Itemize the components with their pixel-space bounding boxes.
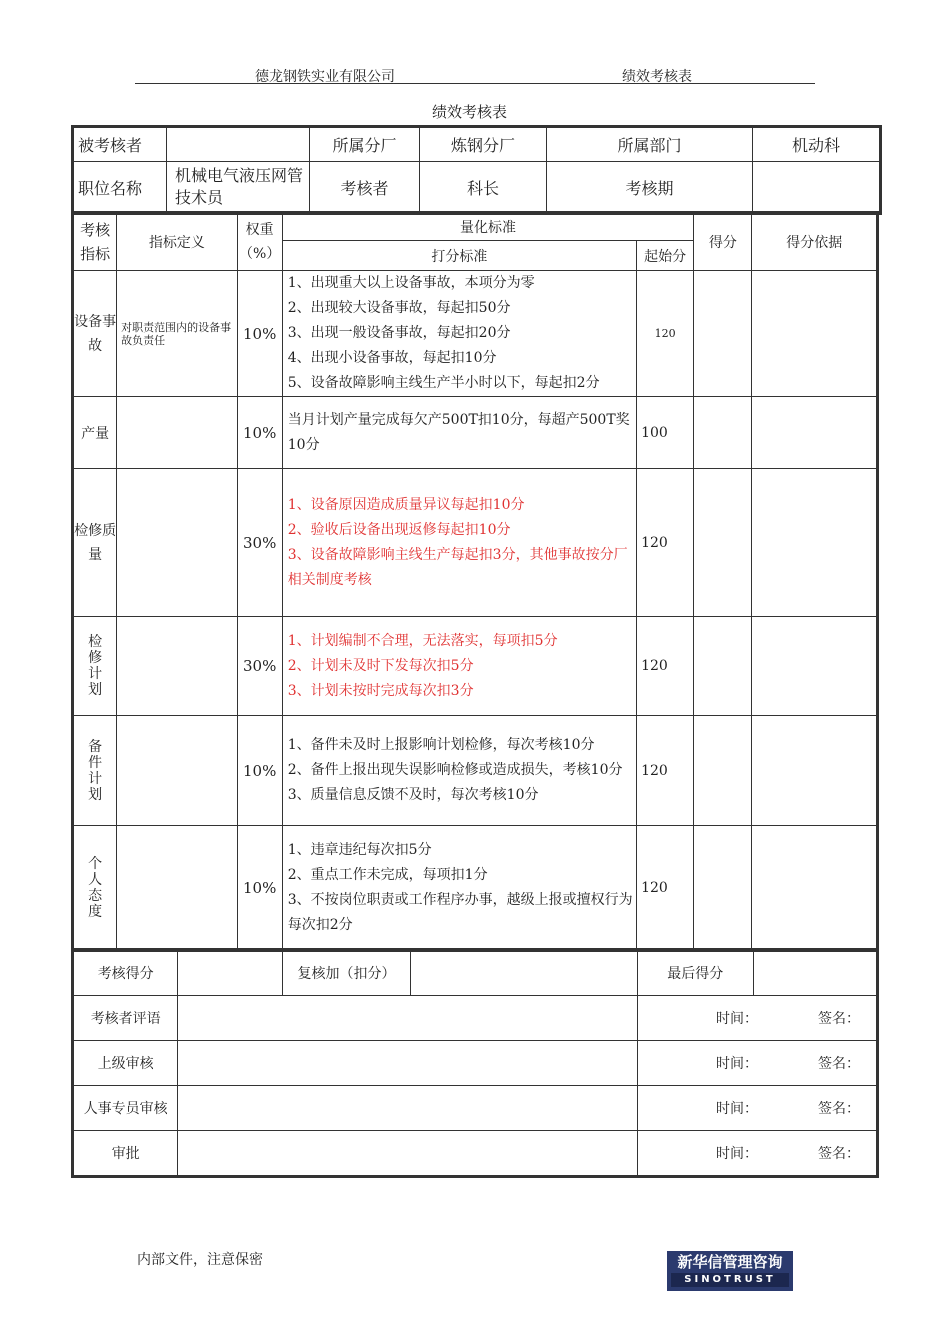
logo-en-text: SINOTRUST bbox=[671, 1273, 789, 1287]
col-quant-header: 量化标准 bbox=[282, 213, 694, 241]
indicator-weight: 10% bbox=[237, 271, 282, 397]
scoring-line: 3、不按岗位职责或工作程序办事，越级上报或擅权行为每次扣2分 bbox=[287, 891, 633, 933]
initial-score: 120 bbox=[637, 469, 694, 617]
time-label: 时间： bbox=[716, 1101, 758, 1117]
scoring-line: 1、计划编制不合理，无法落实，每项扣5分 bbox=[287, 632, 558, 649]
review-adjust-label: 复核加（扣分） bbox=[282, 950, 410, 996]
col-weight-header: 权重（%） bbox=[237, 213, 282, 271]
indicator-name: 个人态度 bbox=[88, 855, 103, 920]
assessment-grid bbox=[71, 211, 879, 952]
table-row bbox=[73, 716, 878, 826]
basis-cell[interactable] bbox=[752, 617, 878, 716]
basis-cell[interactable] bbox=[752, 826, 878, 951]
assessor-value: 科长 bbox=[420, 162, 547, 214]
indicator-weight: 10% bbox=[237, 716, 282, 826]
position-label: 职位名称 bbox=[73, 162, 167, 214]
page-title: 绩效考核表 bbox=[432, 103, 508, 121]
header-doc-type: 绩效考核表 bbox=[622, 69, 692, 85]
time-label: 时间： bbox=[716, 1011, 758, 1027]
score-cell[interactable] bbox=[694, 826, 752, 951]
dept-value: 机动科 bbox=[753, 127, 881, 162]
indicator-definition: 对职责范围内的设备事故负责任 bbox=[117, 271, 237, 397]
hr-review-field[interactable] bbox=[178, 1086, 638, 1131]
score-cell[interactable] bbox=[694, 716, 752, 826]
dept-label: 所属部门 bbox=[547, 127, 753, 162]
score-cell[interactable] bbox=[694, 469, 752, 617]
final-score-label: 最后得分 bbox=[638, 950, 753, 996]
scoring-line: 2、计划未及时下发每次扣5分 bbox=[287, 657, 474, 674]
indicator-name: 产量 bbox=[73, 397, 117, 469]
plant-label: 所属分厂 bbox=[310, 127, 420, 162]
assessee-label: 被考核者 bbox=[73, 127, 167, 162]
col-definition-header: 指标定义 bbox=[117, 213, 237, 271]
scoring-line: 1、出现重大以上设备事故，本项分为零 bbox=[287, 275, 535, 291]
basis-cell[interactable] bbox=[752, 716, 878, 826]
assessor-comment-label: 考核者评语 bbox=[73, 996, 178, 1041]
scoring-line: 3、计划未按时完成每次扣3分 bbox=[287, 682, 474, 699]
time-label: 时间： bbox=[716, 1146, 758, 1162]
col-basis-header: 得分依据 bbox=[752, 213, 878, 271]
score-cell[interactable] bbox=[694, 271, 752, 397]
scoring-line: 3、设备故障影响主线生产每起扣3分，其他事故按分厂相关制度考核 bbox=[287, 546, 628, 588]
indicator-name: 检修质量 bbox=[73, 469, 117, 617]
summary-table bbox=[71, 948, 879, 1178]
initial-score: 100 bbox=[637, 397, 694, 469]
indicator-definition bbox=[117, 826, 237, 951]
assessor-comment-field[interactable] bbox=[178, 996, 638, 1041]
indicator-definition bbox=[117, 397, 237, 469]
table-row bbox=[73, 617, 878, 716]
basis-cell[interactable] bbox=[752, 271, 878, 397]
scoring-line: 5、设备故障影响主线生产半小时以下，每起扣2分 bbox=[287, 375, 600, 391]
col-score-header: 得分 bbox=[694, 213, 752, 271]
indicator-weight: 30% bbox=[237, 469, 282, 617]
col-scoring-header: 打分标准 bbox=[282, 241, 636, 271]
sign-label: 签名： bbox=[818, 1101, 860, 1117]
assessor-label: 考核者 bbox=[310, 162, 420, 214]
scoring-line: 4、出现小设备事故，每起扣10分 bbox=[287, 350, 497, 366]
col-indicator-header: 考核指标 bbox=[73, 213, 117, 271]
period-label: 考核期 bbox=[547, 162, 753, 214]
scoring-line: 2、验收后设备出现返修每起扣10分 bbox=[287, 521, 511, 538]
sign-label: 签名： bbox=[818, 1146, 860, 1162]
indicator-definition bbox=[117, 617, 237, 716]
sign-label: 签名： bbox=[818, 1011, 860, 1027]
basis-cell[interactable] bbox=[752, 397, 878, 469]
indicator-weight: 30% bbox=[237, 617, 282, 716]
col-initial-header: 起始分 bbox=[637, 241, 694, 271]
total-score-label: 考核得分 bbox=[73, 950, 178, 996]
scoring-line: 当月计划产量完成每欠产500T扣10分，每超产500T奖10分 bbox=[287, 411, 630, 453]
table-row bbox=[73, 469, 878, 617]
header-divider bbox=[135, 83, 815, 84]
basis-cell[interactable] bbox=[752, 469, 878, 617]
position-value: 机械电气液压网管技术员 bbox=[167, 162, 310, 214]
hr-review-label: 人事专员审核 bbox=[73, 1086, 178, 1131]
scoring-line: 1、备件未及时上报影响计划检修，每次考核10分 bbox=[287, 737, 595, 753]
indicator-name: 备件计划 bbox=[88, 738, 103, 803]
scoring-line: 1、设备原因造成质量异议每起扣10分 bbox=[287, 496, 525, 513]
indicator-weight: 10% bbox=[237, 826, 282, 951]
indicator-definition bbox=[117, 469, 237, 617]
final-score-field[interactable] bbox=[753, 950, 878, 996]
total-score-field[interactable] bbox=[178, 950, 282, 996]
period-field[interactable] bbox=[753, 162, 881, 214]
table-row bbox=[73, 826, 878, 951]
indicator-definition bbox=[117, 716, 237, 826]
sinotrust-logo bbox=[667, 1251, 793, 1291]
approval-label: 审批 bbox=[73, 1131, 178, 1177]
sign-label: 签名： bbox=[818, 1056, 860, 1072]
confidential-note: 内部文件，注意保密 bbox=[137, 1252, 263, 1268]
indicator-name: 设备事故 bbox=[73, 271, 117, 397]
initial-score: 120 bbox=[637, 271, 694, 397]
scoring-line: 2、出现较大设备事故，每起扣50分 bbox=[287, 300, 511, 316]
scoring-line: 2、重点工作未完成，每项扣1分 bbox=[287, 866, 488, 883]
approval-field[interactable] bbox=[178, 1131, 638, 1177]
table-row bbox=[73, 271, 878, 397]
score-cell[interactable] bbox=[694, 397, 752, 469]
superior-review-field[interactable] bbox=[178, 1041, 638, 1086]
logo-cn-text: 新华信管理咨询 bbox=[677, 1253, 783, 1271]
info-table bbox=[71, 125, 882, 215]
indicator-weight: 10% bbox=[237, 397, 282, 469]
company-name: 德龙钢铁实业有限公司 bbox=[255, 69, 395, 85]
scoring-line: 3、质量信息反馈不及时，每次考核10分 bbox=[287, 787, 539, 803]
time-label: 时间： bbox=[716, 1056, 758, 1072]
initial-score: 120 bbox=[637, 617, 694, 716]
indicator-name: 检修计划 bbox=[88, 634, 103, 698]
scoring-line: 1、违章违纪每次扣5分 bbox=[287, 841, 432, 858]
score-cell[interactable] bbox=[694, 617, 752, 716]
scoring-line: 2、备件上报出现失误影响检修或造成损失，考核10分 bbox=[287, 762, 623, 778]
plant-value: 炼钢分厂 bbox=[420, 127, 547, 162]
table-row bbox=[73, 397, 878, 469]
review-adjust-field[interactable] bbox=[411, 950, 638, 996]
assessee-field[interactable] bbox=[167, 127, 310, 162]
initial-score: 120 bbox=[637, 826, 694, 951]
initial-score: 120 bbox=[637, 716, 694, 826]
scoring-line: 3、出现一般设备事故，每起扣20分 bbox=[287, 325, 511, 341]
superior-review-label: 上级审核 bbox=[73, 1041, 178, 1086]
